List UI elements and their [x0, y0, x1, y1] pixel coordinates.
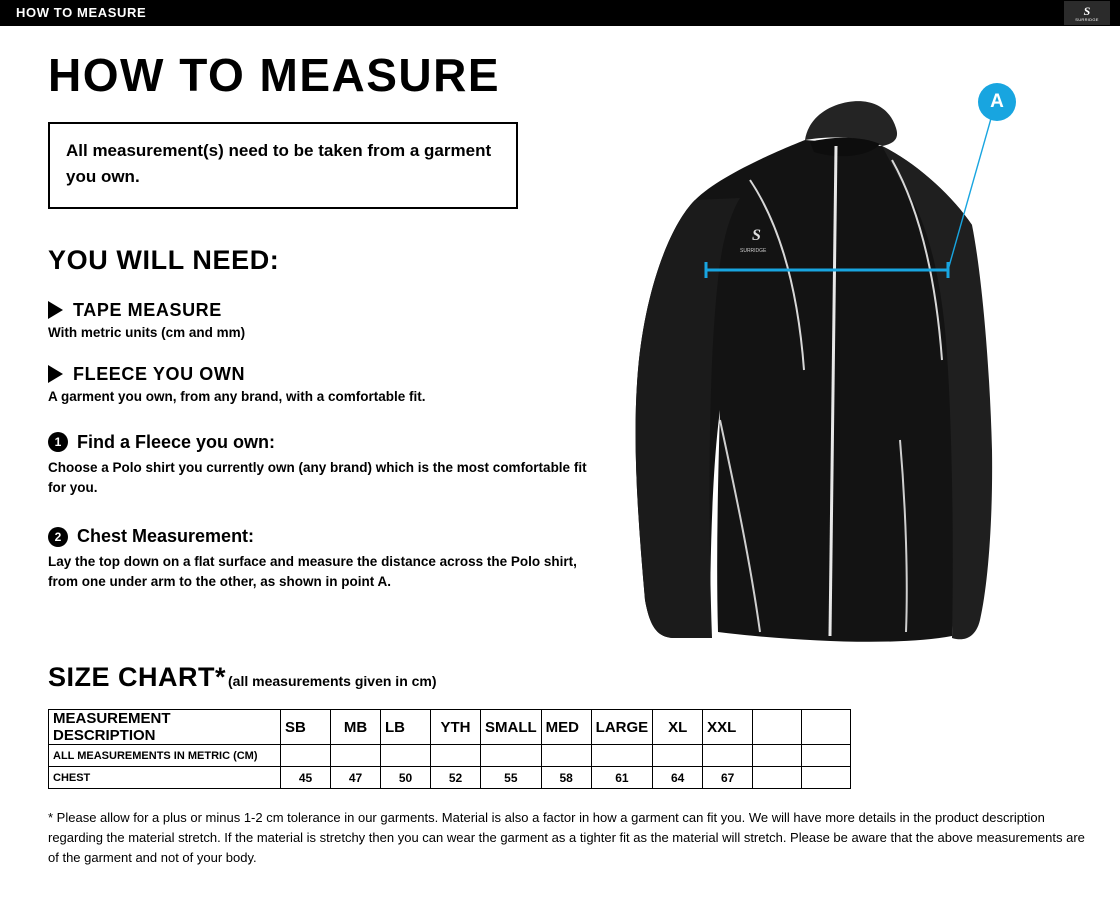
- step-title: Find a Fleece you own:: [77, 431, 276, 452]
- cell: [331, 745, 381, 767]
- cell: [753, 745, 802, 767]
- header-size-xxl: XXL: [703, 710, 753, 745]
- row-label-metric-note: ALL MEASUREMENTS IN METRIC (CM): [49, 745, 281, 767]
- header-measurement-description: MEASUREMENT DESCRIPTION: [49, 710, 281, 745]
- cell: 47: [331, 767, 381, 789]
- brand-logo-mark: S: [1083, 3, 1091, 18]
- left-content-column: [48, 49, 588, 593]
- size-chart-subtitle: (all measurements given in cm): [228, 673, 437, 689]
- need-item-fleece: [48, 364, 588, 404]
- cell: 55: [481, 767, 542, 789]
- you-will-need-title: YOU WILL NEED:: [48, 244, 280, 275]
- cell: 64: [653, 767, 703, 789]
- svg-text:S: S: [752, 227, 761, 244]
- callout-box: [48, 122, 518, 209]
- step-body: Lay the top down on a flat surface and measure the distance across the Polo shirt, from one under arm to the other, as shown in point A.: [48, 554, 577, 590]
- need-item-title: TAPE MEASURE: [73, 299, 222, 320]
- cell: 52: [431, 767, 481, 789]
- cell: [281, 745, 331, 767]
- cell: 45: [281, 767, 331, 789]
- cell: [481, 745, 542, 767]
- brand-logo: [1064, 1, 1110, 25]
- cell: 61: [591, 767, 653, 789]
- header-blank-1: [753, 710, 802, 745]
- svg-text:SURRIDGE: SURRIDGE: [740, 248, 767, 254]
- cell: [753, 767, 802, 789]
- need-item-subtitle: With metric units (cm and mm): [48, 324, 246, 340]
- cell: [653, 745, 703, 767]
- table-header-row: [49, 710, 851, 745]
- table-row: [49, 745, 851, 767]
- header-size-med: MED: [541, 710, 591, 745]
- callout-text: All measurement(s) need to be taken from a garment you own.: [66, 141, 492, 187]
- header-size-mb: MB: [331, 710, 381, 745]
- need-item-tape-measure: [48, 300, 588, 340]
- table-row: [49, 767, 851, 789]
- need-item-subtitle: A garment you own, from any brand, with a comfortable fit.: [48, 388, 426, 404]
- top-bar: [0, 0, 1120, 26]
- cell: 67: [703, 767, 753, 789]
- cell: [541, 745, 591, 767]
- product-illustration: [600, 40, 1100, 660]
- step-2: [48, 526, 588, 593]
- cell: [802, 767, 851, 789]
- fleece-jacket-image: [600, 40, 1100, 660]
- header-size-large: LARGE: [591, 710, 653, 745]
- header-size-xl: XL: [653, 710, 703, 745]
- cell: [431, 745, 481, 767]
- cell: [591, 745, 653, 767]
- cell: [381, 745, 431, 767]
- page-title: HOW TO MEASURE: [48, 49, 501, 101]
- step-number-badge: 1: [48, 432, 68, 452]
- cell: [703, 745, 753, 767]
- cell: [802, 745, 851, 767]
- cell: 50: [381, 767, 431, 789]
- need-item-title: FLEECE YOU OWN: [73, 363, 246, 384]
- callout-badge-a: A: [978, 83, 1016, 121]
- top-bar-title: HOW TO MEASURE: [16, 5, 147, 20]
- header-blank-2: [802, 710, 851, 745]
- header-size-lb: LB: [381, 710, 431, 745]
- header-size-sb: SB: [281, 710, 331, 745]
- header-size-small: SMALL: [481, 710, 542, 745]
- brand-logo-name: SURRIDGE: [1075, 16, 1099, 22]
- size-chart-table: [48, 709, 851, 789]
- cell: 58: [541, 767, 591, 789]
- step-number-badge: 2: [48, 527, 68, 547]
- size-chart-section: [48, 662, 1078, 789]
- size-chart-title-row: [48, 662, 1078, 693]
- step-title: Chest Measurement:: [77, 526, 255, 547]
- step-body: Choose a Polo shirt you currently own (any brand) which is the most comfortable fit for you.: [48, 459, 587, 495]
- triangle-bullet-icon: [48, 365, 63, 383]
- step-1: [48, 432, 588, 499]
- header-size-yth: YTH: [431, 710, 481, 745]
- triangle-bullet-icon: [48, 301, 63, 319]
- row-label-chest: CHEST: [49, 767, 281, 789]
- footnote-text: * Please allow for a plus or minus 1-2 cm tolerance in our garments. Material is also a factor in how a garment can fit you. We will have more details in the product description regarding the material stretch. If the material is stretchy then you can wear the garment as a tighter fit as the material will stretch. Please be aware that the above measurements are of the garment and not of your body.: [48, 810, 1085, 865]
- size-chart-title: SIZE CHART*: [48, 662, 227, 692]
